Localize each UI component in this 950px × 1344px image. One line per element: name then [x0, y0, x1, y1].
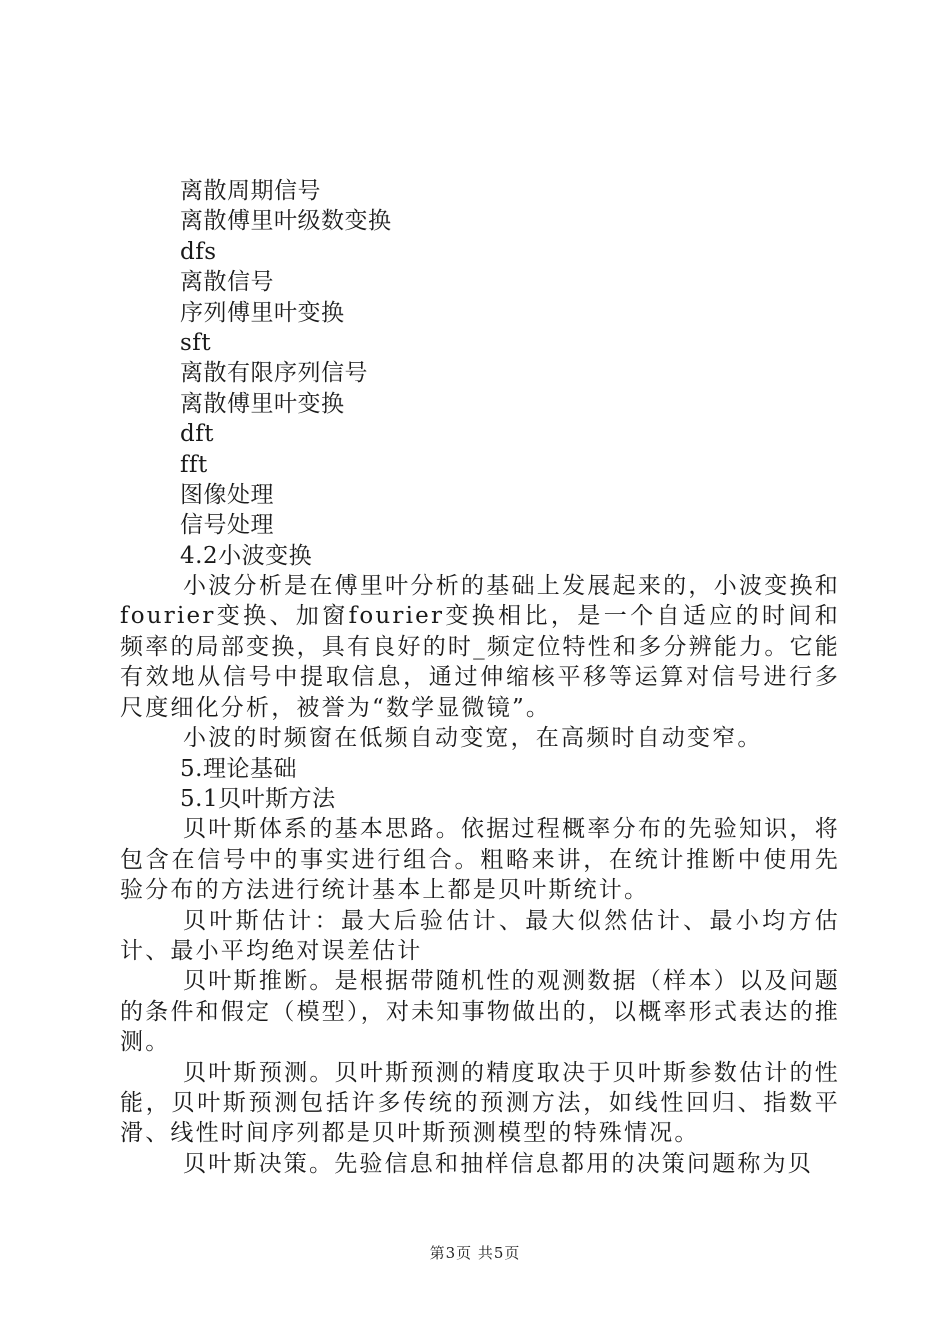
section-heading-4-2: 4.2小波变换 [180, 542, 313, 569]
paragraph-wavelet-window: 小波的时频窗在低频自动变宽，在高频时自动变窄。 [183, 725, 763, 752]
paragraph-bayes-estimation: 贝叶斯估计：最大后验估计、最大似然估计、最小均方估计、最小平均绝对误差估计 [120, 907, 840, 964]
text-line: 离散傅里叶级数变换 [180, 208, 392, 235]
text-line: 序列傅里叶变换 [180, 299, 345, 326]
section-heading-5: 5.理论基础 [180, 755, 297, 782]
text-line: 离散信号 [180, 269, 274, 296]
page-number-footer: 第3页 共5页 [429, 1244, 521, 1262]
text-line: 离散傅里叶变换 [180, 390, 345, 417]
text-line: sft [180, 329, 212, 356]
document-body [120, 176, 840, 1179]
text-line: 离散有限序列信号 [180, 360, 368, 387]
text-line: fft [180, 451, 208, 478]
text-line: dft [180, 421, 214, 448]
paragraph-bayes-system: 贝叶斯体系的基本思路。依据过程概率分布的先验知识，将包含在信号中的事实进行组合。粗略来讲，在统计推断中使用先验分布的方法进行统计基本上都是贝叶斯统计。 [120, 816, 840, 904]
paragraph-bayes-decision: 贝叶斯决策。先验信息和抽样信息都用的决策问题称为贝 [183, 1150, 813, 1177]
paragraph-bayes-prediction: 贝叶斯预测。贝叶斯预测的精度取决于贝叶斯参数估计的性能，贝叶斯预测包括许多传统的预测方法，如线性回归、指数平滑、线性时间序列都是贝叶斯预测模型的特殊情况。 [120, 1059, 840, 1147]
text-line: 图像处理 [180, 481, 274, 508]
text-line: 离散周期信号 [180, 178, 321, 204]
paragraph-bayes-inference: 贝叶斯推断。是根据带随机性的观测数据（样本）以及问题的条件和假定（模型），对未知事物做出的，以概率形式表达的推测。 [120, 968, 840, 1056]
text-line: 信号处理 [180, 512, 274, 539]
section-heading-5-1: 5.1贝叶斯方法 [180, 785, 336, 812]
paragraph-wavelet-analysis: 小波分析是在傅里叶分析的基础上发展起来的，小波变换和fourier变换、加窗fourier变换相比，是一个自适应的时间和频率的局部变换，具有良好的时_频定位特性和多分辨能力。它能有效地从信号中提取信息，通过伸缩核平移等运算对信号进行多尺度细化分析，被誉为“数学显微镜”。 [120, 573, 840, 721]
text-line: dfs [180, 238, 217, 265]
